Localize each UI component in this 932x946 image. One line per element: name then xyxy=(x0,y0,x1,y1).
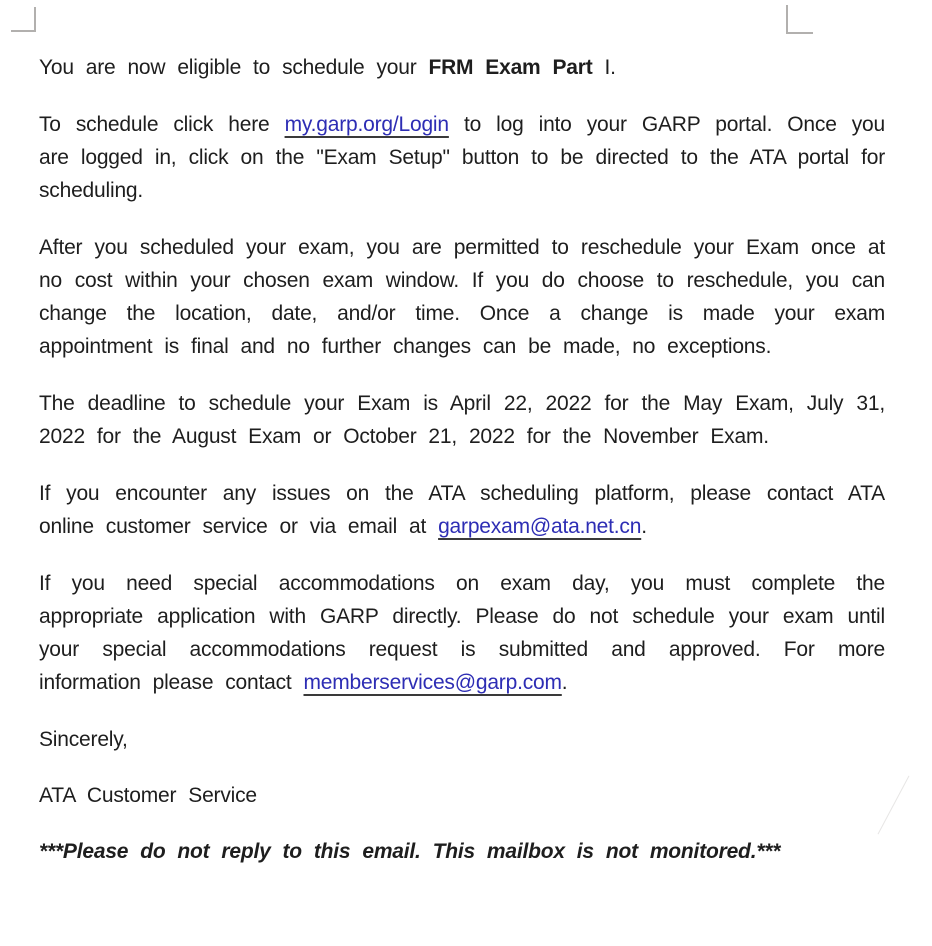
closing-block xyxy=(39,723,885,868)
text-run: You are now eligible to schedule your xyxy=(39,56,429,79)
paragraph-reschedule-policy xyxy=(39,231,885,363)
email-body xyxy=(39,51,885,868)
paragraph-scheduling-instructions xyxy=(39,108,885,207)
text-run: If you encounter any issues on the ATA scheduling platform, please contact ATA online customer service or via email at xyxy=(39,482,885,538)
text-run: If you need special accommodations on exam day, you must complete the appropriate application with GARP directly. Please do not schedule your exam until your special accommodations request is submitted and approved. For more information please contact xyxy=(39,572,885,694)
text-run: to log into your GARP portal. Once you are logged in, click on the "Exam Setup" button to be directed to the ATA portal for scheduling. xyxy=(39,113,885,202)
paragraph-special-accommodations xyxy=(39,567,885,699)
text-run: . xyxy=(561,671,568,694)
text-run: After you scheduled your exam, you are permitted to reschedule your Exam once at no cost within your chosen exam window. If you do choose to reschedule, you can change the location, date, and/or time. Once a change is made your exam appointment is final and no further changes can be made, no exceptions. xyxy=(39,236,885,358)
paragraph-eligibility xyxy=(39,51,885,84)
email-paragraphs xyxy=(39,51,885,699)
frm-exam-part-bold: FRM Exam Part xyxy=(428,56,593,79)
text-run: . xyxy=(641,515,647,538)
garp-login-link[interactable]: my.garp.org/Login xyxy=(284,113,449,136)
garpexam-email-link[interactable]: garpexam@ata.net.cn xyxy=(438,515,642,538)
paragraph-ata-support xyxy=(39,477,885,543)
closing-signature: ATA Customer Service xyxy=(39,784,257,807)
text-run: I. xyxy=(592,56,616,79)
paragraph-deadlines xyxy=(39,387,885,453)
page-corner-mark-left xyxy=(11,7,36,32)
page-corner-mark-right xyxy=(786,5,813,34)
text-run: The deadline to schedule your Exam is April 22, 2022 for the May Exam, July 31, 2022 for the August Exam or October 21, 2022 for the November Exam. xyxy=(39,392,885,448)
do-not-reply-notice: ***Please do not reply to this email. This mailbox is not monitored.*** xyxy=(39,840,781,863)
text-run: To schedule click here xyxy=(39,113,285,136)
closing-salutation: Sincerely, xyxy=(39,728,128,751)
memberservices-email-link[interactable]: memberservices@garp.com xyxy=(303,671,562,694)
